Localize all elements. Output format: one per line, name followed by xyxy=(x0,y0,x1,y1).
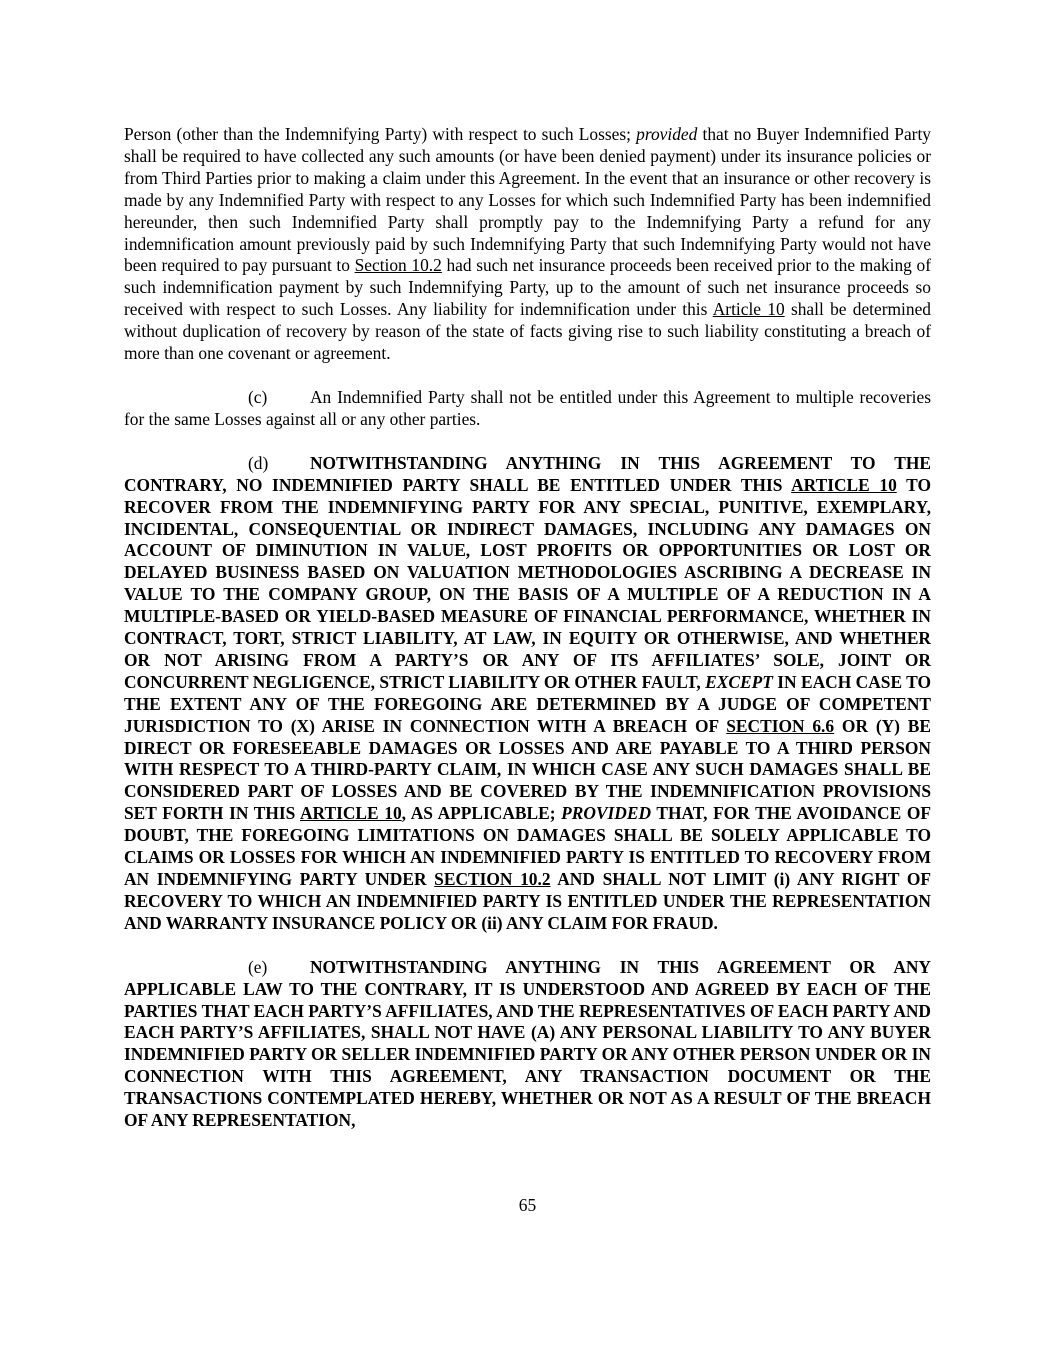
text-run: NOTWITHSTANDING ANYTHING IN THIS AGREEMENT TO THE CONTRARY, NO INDEMNIFIED PARTY SHALL BE ENTITLED UNDER THIS xyxy=(124,452,931,495)
paragraph-b-continuation xyxy=(124,124,931,365)
paragraph-c xyxy=(124,387,931,431)
paragraph-c-text: An Indemnified Party shall not be entitled under this Agreement to multiple recoveries for the same Losses against all or any other parties. xyxy=(124,386,931,429)
page-body xyxy=(124,124,931,1132)
text-run: , AS APPLICABLE; xyxy=(401,803,562,824)
article-10-reference: Article 10 xyxy=(712,299,785,320)
provided-italic: provided xyxy=(636,124,698,144)
paragraph-e-label: (e) xyxy=(248,956,268,977)
except-italic: EXCEPT xyxy=(705,671,773,692)
text-run: AND SHALL NOT LIMIT (i) ANY RIGHT OF RECOVERY TO WHICH AN INDEMNIFIED PARTY IS ENTITLED UNDER THE REPRESENTATION AND WARRANTY INSURANCE POLICY OR (ii) ANY CLAIM FOR FRAUD. xyxy=(124,869,931,933)
text-run: OR (Y) BE DIRECT OR FORESEEABLE DAMAGES OR LOSSES AND ARE PAYABLE TO A THIRD PERSON WITH RESPECT TO A THIRD-PARTY CLAIM, IN WHICH CASE ANY SUCH DAMAGES SHALL BE CONSIDERED PART OF LOSSES AND BE COVERED BY THE INDEMNIFICATION PROVISIONS SET FORTH IN THIS xyxy=(124,715,931,824)
article-10-reference: ARTICLE 10 xyxy=(791,474,897,495)
section-6-6-reference: SECTION 6.6 xyxy=(726,715,835,736)
article-10-reference: ARTICLE 10 xyxy=(300,803,402,824)
text-run: Person (other than the Indemnifying Party) with respect to such Losses; xyxy=(124,124,637,144)
provided-italic: PROVIDED xyxy=(561,803,652,824)
paragraph-e xyxy=(124,957,931,1132)
paragraph-e-text: NOTWITHSTANDING ANYTHING IN THIS AGREEMENT OR ANY APPLICABLE LAW TO THE CONTRARY, IT IS UNDERSTOOD AND AGREED BY EACH OF THE PARTIES THAT EACH PARTY’S AFFILIATES, AND THE REPRESENTATIVES OF EACH PARTY AND EACH PARTY’S AFFILIATES, SHALL NOT HAVE (A) ANY PERSONAL LIABILITY TO ANY BUYER INDEMNIFIED PARTY OR SELLER INDEMNIFIED PARTY OR ANY OTHER PERSON UNDER OR IN CONNECTION WITH THIS AGREEMENT, ANY TRANSACTION DOCUMENT OR THE TRANSACTIONS CONTEMPLATED HEREBY, WHETHER OR NOT AS A RESULT OF THE BREACH OF ANY REPRESENTATION, xyxy=(124,956,931,1131)
text-run: THAT, FOR THE AVOIDANCE OF DOUBT, THE FOREGOING LIMITATIONS ON DAMAGES SHALL BE SOLELY APPLICABLE TO CLAIMS OR LOSSES FOR WHICH AN INDEMNIFIED PARTY IS ENTITLED TO RECOVERY FROM AN INDEMNIFYING PARTY UNDER xyxy=(124,803,931,889)
page-number: 65 xyxy=(518,1195,537,1215)
paragraph-d xyxy=(124,453,931,935)
section-10-2-reference: Section 10.2 xyxy=(354,255,442,276)
text-run: shall be determined without duplication of recovery by reason of the state of facts giving rise to such liability constituting a breach of more than one covenant or agreement. xyxy=(124,299,931,364)
section-10-2-reference: SECTION 10.2 xyxy=(434,869,551,889)
paragraph-c-label: (c) xyxy=(248,386,268,407)
text-run: IN EACH CASE TO THE EXTENT ANY OF THE FOREGOING ARE DETERMINED BY A JUDGE OF COMPETENT JURISDICTION TO (X) ARISE IN CONNECTION WITH A BREACH OF xyxy=(124,671,931,736)
text-run: TO RECOVER FROM THE INDEMNIFYING PARTY FOR ANY SPECIAL, PUNITIVE, EXEMPLARY, INCIDENTAL, CONSEQUENTIAL OR INDIRECT DAMAGES, INCLUDING ANY DAMAGES ON ACCOUNT OF DIMINUTION IN VALUE, LOST PROFITS OR OPPORTUNITIES OR LOST OR DELAYED BUSINESS BASED ON VALUATION METHODOLOGIES ASCRIBING A DECREASE IN VALUE TO THE COMPANY GROUP, ON THE BASIS OF A MULTIPLE OF A REDUCTION IN A MULTIPLE-BASED OR YIELD-BASED MEASURE OF FINANCIAL PERFORMANCE, WHETHER IN CONTRACT, TORT, STRICT LIABILITY, AT LAW, IN EQUITY OR OTHERWISE, AND WHETHER OR NOT ARISING FROM A PARTY’S OR ANY OF ITS AFFILIATES’ SOLE, JOINT OR CONCURRENT NEGLIGENCE, STRICT LIABILITY OR OTHER FAULT, xyxy=(124,474,931,692)
paragraph-d-label: (d) xyxy=(248,452,269,473)
text-run: had such net insurance proceeds been received prior to the making of such indemnification payment by such Indemnifying Party, up to the amount of such net insurance proceeds so received with respect to such Losses. Any liability for indemnification under this xyxy=(124,255,931,320)
text-run: that no Buyer Indemnified Party shall be required to have collected any such amounts (or have been denied payment) under its insurance policies or from Third Parties prior to making a claim under this Agreement. In the event that an insurance or other recovery is made by any Indemnified Party with respect to any Losses for which such Indemnified Party has been indemnified hereunder, then such Indemnified Party shall promptly pay to the Indemnifying Party a refund for any indemnification amount previously paid by such Indemnifying Party that such Indemnifying Party would not have been required to pay pursuant to xyxy=(124,124,931,276)
